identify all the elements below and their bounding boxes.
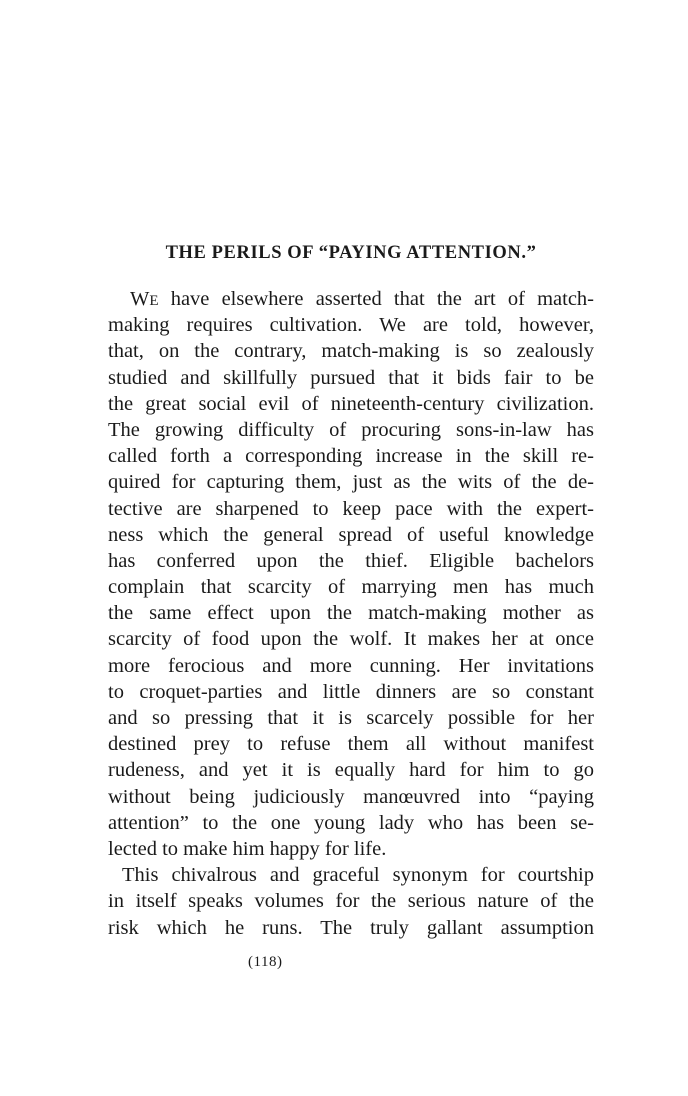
text-line: without being judiciously manœuvred into “paying bbox=[108, 785, 594, 808]
first-line-rest: have elsewhere asserted that the art of match- bbox=[158, 288, 594, 310]
text-line-1 bbox=[108, 286, 594, 312]
dropcap-e: E bbox=[149, 293, 159, 309]
text-line: in itself speaks volumes for the serious nature of the bbox=[108, 890, 594, 913]
text-line: has conferred upon the thief. Eligible bachelors bbox=[108, 549, 594, 572]
text-line: destined prey to refuse them all without manifest bbox=[108, 733, 594, 756]
text-line: risk which he runs. The truly gallant assumption bbox=[108, 916, 594, 939]
dropcap-w: W bbox=[130, 288, 150, 310]
text-line: The growing difficulty of procuring sons-in-law has bbox=[108, 418, 594, 441]
text-line: making requires cultivation. We are told, however, bbox=[108, 314, 594, 337]
text-line: scarcity of food upon the wolf. It makes her at once bbox=[108, 628, 594, 651]
text-line: ness which the general spread of useful knowledge bbox=[108, 523, 594, 546]
text-line: complain that scarcity of marrying men has much bbox=[108, 576, 594, 599]
text-line: the great social evil of nineteenth-century civilization. bbox=[108, 392, 594, 415]
text-line: attention” to the one young lady who has been se- bbox=[108, 811, 594, 834]
text-line: quired for capturing them, just as the wits of the de- bbox=[108, 471, 594, 494]
body-text bbox=[108, 286, 594, 941]
text-line: called forth a corresponding increase in the skill re- bbox=[108, 445, 594, 468]
text-line: more ferocious and more cunning. Her invitations bbox=[108, 654, 594, 677]
text-line: rudeness, and yet it is equally hard for him to go bbox=[108, 759, 594, 782]
page-number: (118) bbox=[248, 954, 283, 970]
text-line: and so pressing that it is scarcely possible for her bbox=[108, 707, 594, 729]
text-line: lected to make him happy for life. bbox=[108, 837, 387, 860]
text-line: the same effect upon the match-making mother as bbox=[108, 602, 594, 625]
chapter-title: THE PERILS OF “PAYING ATTENTION.” bbox=[165, 243, 537, 263]
text-line: tective are sharpened to keep pace with the expert- bbox=[108, 497, 594, 520]
text-line: to croquet-parties and little dinners are so constant bbox=[108, 680, 594, 703]
text-line: that, on the contrary, match-making is so zealously bbox=[108, 340, 594, 363]
text-line: studied and skillfully pursued that it bids fair to be bbox=[108, 366, 594, 389]
text-line: This chivalrous and graceful synonym for courtship bbox=[122, 864, 594, 887]
